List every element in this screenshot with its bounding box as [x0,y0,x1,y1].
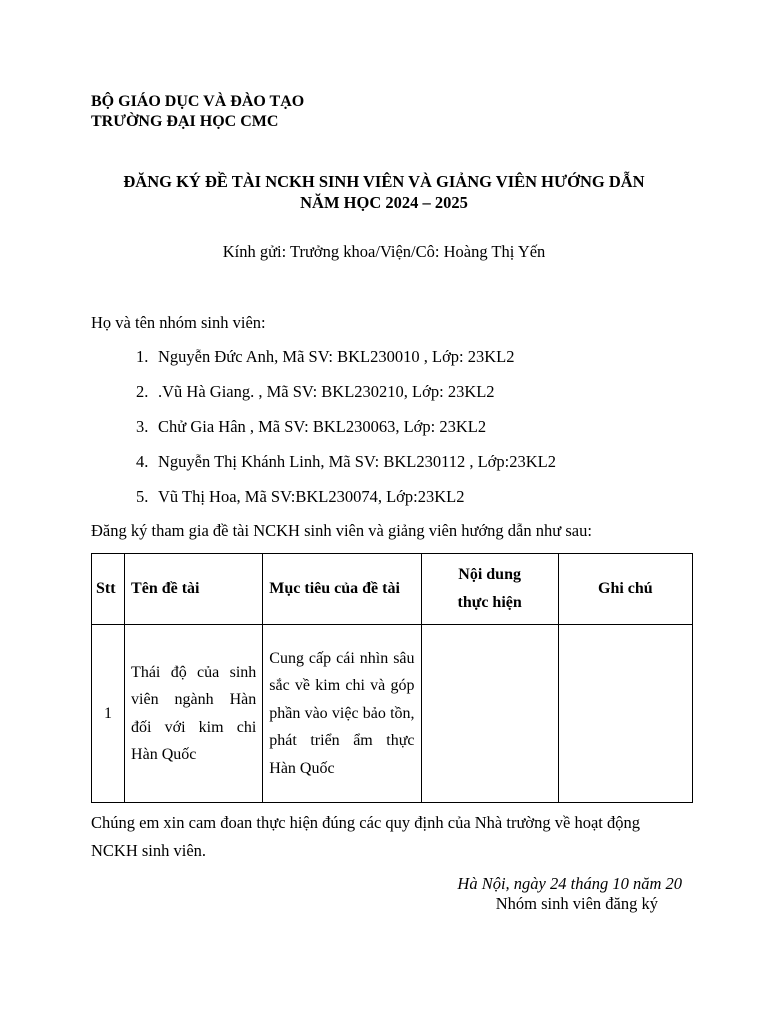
col-header-content [421,554,558,625]
student-entry: Nguyễn Đức Anh, Mã SV: BKL230010 , Lớp: 23KL2 [158,347,515,366]
commitment-line1: Chúng em xin cam đoan thực hiện đúng các quy định của Nhà trường về hoạt động [91,813,640,832]
col-header-notes: Ghi chú [558,554,692,625]
col-header-stt: Stt [92,554,125,625]
student-entry: Chử Gia Hân , Mã SV: BKL230063, Lớp: 23KL2 [158,417,487,436]
col-header-goal: Mục tiêu của đề tài [263,554,421,625]
list-item [136,452,556,472]
col-header-topic: Tên đề tài [125,554,263,625]
list-number: 1. [136,347,149,366]
signature-label: Nhóm sinh viên đăng ký [495,894,658,913]
table-row [92,625,693,803]
list-item [136,487,465,507]
list-number: 5. [136,487,149,506]
table-header-row [92,554,693,625]
list-number: 4. [136,452,149,471]
list-number: 2. [136,382,149,401]
col-header-content-line1: Nội dung [458,566,521,583]
col-header-content-line2: thực hiện [457,594,522,611]
row-topic: Thái độ của sinh viên ngành Hàn đối với kim chi Hàn Quốc [125,625,263,803]
commitment-line2: NCKH sinh viên. [91,841,207,860]
student-entry: Nguyễn Thị Khánh Linh, Mã SV: BKL230112 , Lớp:23KL2 [158,452,556,471]
form-title-line1: ĐĂNG KÝ ĐỀ TÀI NCKH SINH VIÊN VÀ GIẢNG VIÊN HƯỚNG DẪN [123,172,645,191]
list-item [136,347,515,367]
place-date: Hà Nội, ngày 24 tháng 10 năm 20 [457,874,682,893]
list-item [136,382,495,402]
row-stt: 1 [92,625,125,803]
row-content [421,625,558,803]
student-entry: .Vũ Hà Giang. , Mã SV: BKL230210, Lớp: 23KL2 [158,382,495,401]
student-entry: Vũ Thị Hoa, Mã SV:BKL230074, Lớp:23KL2 [158,487,465,506]
form-title-line2: NĂM HỌC 2024 – 2025 [300,193,468,212]
registration-intro: Đăng ký tham gia đề tài NCKH sinh viên và giảng viên hướng dẫn như sau: [91,521,592,540]
row-goal: Cung cấp cái nhìn sâu sắc về kim chi và góp phần vào việc bảo tồn, phát triển ẩm thực Hàn Quốc [263,625,421,803]
addressee: Kính gửi: Trưởng khoa/Viện/Cô: Hoàng Thị Yến [222,242,546,261]
university-name: TRƯỜNG ĐẠI HỌC CMC [91,113,279,130]
list-item [136,417,487,437]
group-label: Họ và tên nhóm sinh viên: [91,313,266,332]
topic-table [91,553,693,803]
row-notes [558,625,692,803]
ministry-name: BỘ GIÁO DỤC VÀ ĐÀO TẠO [91,93,305,110]
list-number: 3. [136,417,149,436]
